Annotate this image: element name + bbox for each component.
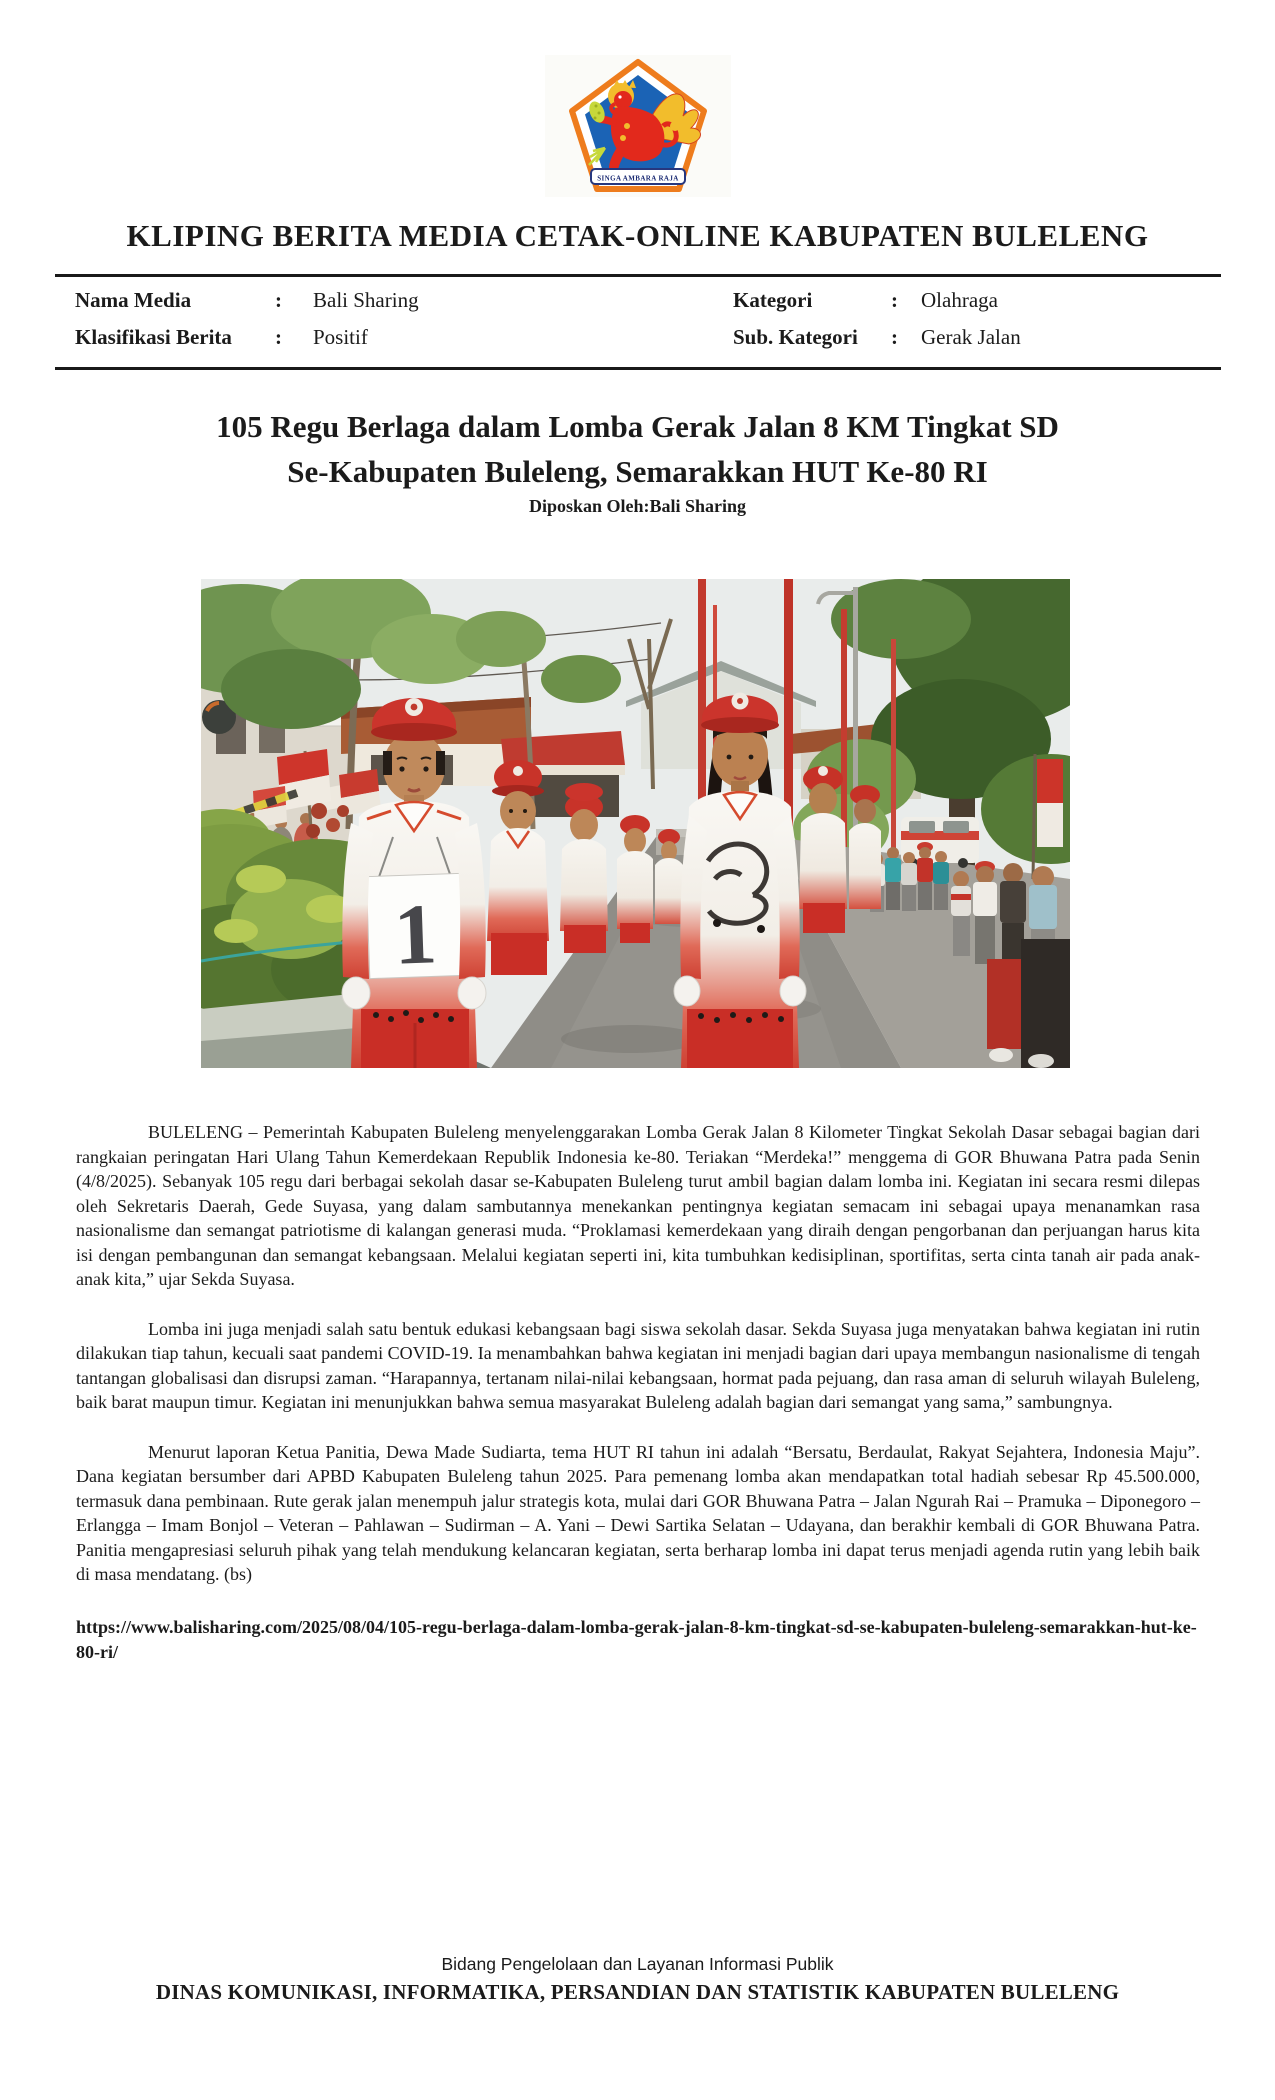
article-title-line2: Se-Kabupaten Buleleng, Semarakkan HUT Ke-80 RI (287, 454, 988, 489)
divider-top (55, 274, 1221, 277)
marcher-second-boy (487, 760, 549, 975)
colon-separator: : (891, 288, 898, 312)
bib-number: 1 (392, 885, 439, 983)
footer-agency: DINAS KOMUNIKASI, INFORMATIKA, PERSANDIAN DAN STATISTIK KABUPATEN BULELENG (155, 1980, 1120, 2004)
meta-label-kategori: Kategori (733, 288, 813, 312)
article-body (76, 1120, 1200, 1665)
article-title (0, 404, 1275, 494)
pentagon-crest-icon (563, 56, 713, 196)
page-footer (0, 1954, 1275, 2005)
article-photo (201, 579, 1070, 1068)
colon-separator: : (275, 325, 282, 349)
page-title: KLIPING BERITA MEDIA CETAK-ONLINE KABUPATEN BULELENG (126, 218, 1149, 253)
meta-label-sub-kategori: Sub. Kategori (733, 325, 858, 349)
meta-label-klasifikasi: Klasifikasi Berita (75, 325, 232, 349)
article-paragraph: Lomba ini juga menjadi salah satu bentuk edukasi kebangsaan bagi siswa sekolah dasar. Sekda Suyasa juga menyatakan bahwa kegiatan ini rutin dilakukan tiap tahun, kecuali saat pandemi COVID-19. Ia menambahkan bahwa kegiatan ini menjadi bagian dari upaya membangun nasionalisme di tengah tantangan globalisasi dan disrupsi zaman. “Harapannya, tertanam nilai-nilai kebangsaan, hormat pada pejuang, dan rasa aman di seluruh wilayah Buleleng, baik barat maupun timur. Kegiatan ini menunjukkan bahwa semua masyarakat Buleleng adalah bagian dari semangat yang sama,” sambungnya. (76, 1318, 1200, 1412)
buleleng-logo (545, 55, 731, 197)
meta-value-sub-kategori: Gerak Jalan (921, 325, 1021, 349)
meta-value-klasifikasi: Positif (313, 325, 368, 349)
logo-banner-text: SINGA AMBARA RAJA (596, 174, 679, 183)
meta-value-kategori: Olahraga (921, 288, 998, 312)
meta-label-nama-media: Nama Media (75, 288, 192, 312)
race-bib (366, 873, 464, 983)
article-paragraph: BULELENG – Pemerintah Kabupaten Buleleng menyelenggarakan Lomba Gerak Jalan 8 Kilometer Tingkat Sekolah Dasar sebagai bagian dari rangkaian peringatan Hari Ulang Tahun Kemerdekaan Republik Indonesia ke-80. Teriakan “Merdeka!” menggema di GOR Bhuwana Patra pada Senin (4/8/2025). Sebanyak 105 regu dari berbagai sekolah dasar se-Kabupaten Buleleng turut ambil bagian dalam lomba ini. Kegiatan ini secara resmi dilepas oleh Sekretaris Daerah, Gede Suyasa, yang dalam sambutannya menekankan pentingnya kegiatan semacam ini sebagai upaya menanamkan rasa nasionalisme dan semangat patriotisme di kalangan generasi muda. “Proklamasi kemerdekaan yang diraih dengan pengorbanan dan perjuangan harus kita isi dengan pembangunan dan semangat kebangsaan. Melalui kegiatan seperti ini, kita tumbuhkan kedisiplinan, sportifitas, serta cinta tanah air pada anak-anak kita,” ujar Sekda Suyasa. (76, 1122, 1200, 1289)
divider-bottom (55, 367, 1221, 370)
metadata-table (75, 288, 1220, 350)
footer-division: Bidang Pengelolaan dan Layanan Informasi Publik (441, 1954, 834, 1974)
article-source-url[interactable]: https://www.balisharing.com/2025/08/04/105-regu-berlaga-dalam-lomba-gerak-jalan-8-km-tingkat-sd-se-kabupaten-buleleng-semarakkan-hut-ke-80-ri/ (76, 1616, 1197, 1662)
colon-separator: : (275, 288, 282, 312)
article-title-line1: 105 Regu Berlaga dalam Lomba Gerak Jalan 8 KM Tingkat SD (216, 409, 1059, 444)
colon-separator: : (891, 325, 898, 349)
meta-value-nama-media: Bali Sharing (313, 288, 419, 312)
article-byline: Diposkan Oleh:Bali Sharing (528, 496, 747, 516)
article-paragraph: Menurut laporan Ketua Panitia, Dewa Made Sudiarta, tema HUT RI tahun ini adalah “Bersatu, Berdaulat, Rakyat Sejahtera, Indonesia Maju”. Dana kegiatan bersumber dari APBD Kabupaten Buleleng tahun 2025. Para pemenang lomba akan mendapatkan total hadiah sebesar Rp 45.500.000, termasuk dana pembinaan. Rute gerak jalan menempuh jalur strategis kota, mulai dari GOR Bhuwana Patra – Jalan Ngurah Rai – Pramuka – Diponegoro – Erlangga – Imam Bonjol – Veteran – Pahlawan – Sudirman – A. Yani – Dewi Sartika Selatan – Udayana, dan berakhir kembali di GOR Bhuwana Patra. Panitia mengapresiasi seluruh pihak yang telah mendukung kelancaran kegiatan, serta berharap lomba ini dapat terus menjadi agenda rutin yang lebih baik di masa mendatang. (bs) (76, 1441, 1200, 1584)
